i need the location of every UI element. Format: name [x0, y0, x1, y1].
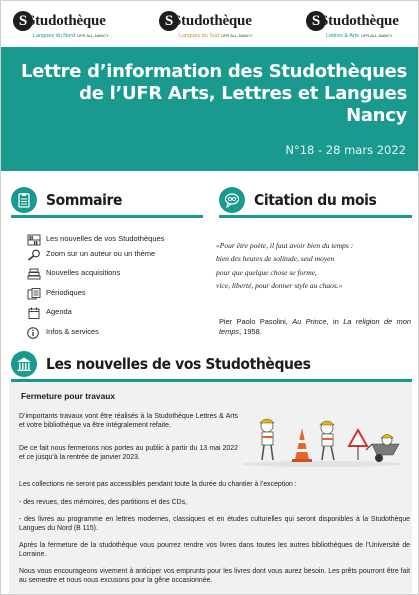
books-stack-icon: [27, 267, 41, 279]
quote-source: Pier Paolo Pasolini, Au Prince, in La religion de mon temps, 1958.: [219, 317, 412, 336]
article-paragraph-1: D’importants travaux vont être réalisés à la Studothèque Lettres & Arts et votre bibliothèque va être intégralement refaite.: [19, 411, 238, 430]
speech-bubble-icon: [219, 187, 245, 213]
logo-wordmark: Studothèque: [320, 13, 399, 29]
logo-wordmark: Studothèque: [173, 13, 252, 29]
article-paragraph-5: - des livres au programme en lettres modernes, classiques et en études culturelles qui seront disponibles à la Studothèque Langues du Nord (B 115).: [19, 514, 410, 533]
article-paragraph-3: Les collections ne seront pas accessibles pendant toute la durée du chantier à l’exception :: [19, 479, 297, 488]
citation-title: Citation du mois: [254, 191, 377, 209]
logo-badge: S: [13, 11, 33, 31]
toc-label: Agenda: [46, 307, 72, 316]
citation-heading: [219, 187, 412, 217]
article-paragraph-4: - des revues, des mémoires, des partitions et des CDs,: [19, 497, 187, 506]
article-paragraph-2: De ce fait nous fermerons nos portes au public à partir du 13 mai 2022 et ce jusqu’à la rentrée de janvier 2023.: [19, 443, 238, 462]
info-icon: [27, 326, 41, 338]
sommaire-title: Sommaire: [46, 191, 123, 209]
logo-badge: S: [159, 11, 179, 31]
title-banner: [1, 47, 419, 171]
article-title: Fermeture pour travaux: [21, 391, 116, 401]
citation-rule: [219, 215, 412, 218]
construction-workers-illustration: [237, 410, 407, 468]
article-paragraph-7: Nous vous encourageons vivement à anticiper vos emprunts pour les livres dont vous aurez besoin. Les prêts pourront être fait au semestre et nous nous excusons pour la gêne occasionnée.: [19, 566, 410, 585]
newspapers-icon: [27, 287, 41, 299]
article-paragraph-6: Après la fermeture de la studothèque vous pourrez rendre vos livres dans toutes les autres bibliothèques de l’Université de Lorraine.: [19, 540, 410, 559]
sommaire-rule: [11, 215, 203, 218]
nouvelles-title: Les nouvelles de vos Studothèques: [46, 355, 311, 373]
toc-label: Zoom sur un auteur ou un thème: [46, 249, 156, 258]
logos-bar: [1, 1, 419, 47]
library-building-icon: [11, 351, 37, 377]
issue-date: N°18 - 28 mars 2022: [285, 143, 406, 157]
logo-subtitle: Lettres & Arts UFR ALL-NANCY: [326, 33, 393, 39]
calendar-icon: [27, 306, 41, 318]
newsletter-title: Lettre d’information des Studothèques de l’UFR Arts, Lettres et Langues Nancy: [21, 61, 407, 126]
magnifier-icon: [27, 248, 41, 260]
clipboard-icon: [11, 187, 37, 213]
bookshelf-icon: [27, 233, 41, 245]
toc-label: Nouvelles acquisitions: [46, 268, 121, 277]
toc-label: Les nouvelles de vos Studothèques: [46, 234, 165, 243]
nouvelles-heading: [11, 351, 412, 381]
toc-label: Périodiques: [46, 288, 86, 297]
sommaire-heading: [11, 187, 203, 217]
logo-badge: S: [306, 11, 326, 31]
logo-subtitle: Langues du Nord UFR ALL-NANCY: [33, 33, 109, 39]
toc-label: Infos & services: [46, 327, 99, 336]
logo-subtitle: Langues du Sud UFR ALL-NANCY: [179, 33, 253, 39]
logo-wordmark: Studothèque: [27, 13, 106, 29]
quote-text: «Pour être poète, il faut avoir bien du temps : bien des heures de solitude, seul moyen pour que quelque chose se forme, vice, liberté, pour donner style au chaos.»: [216, 241, 354, 291]
